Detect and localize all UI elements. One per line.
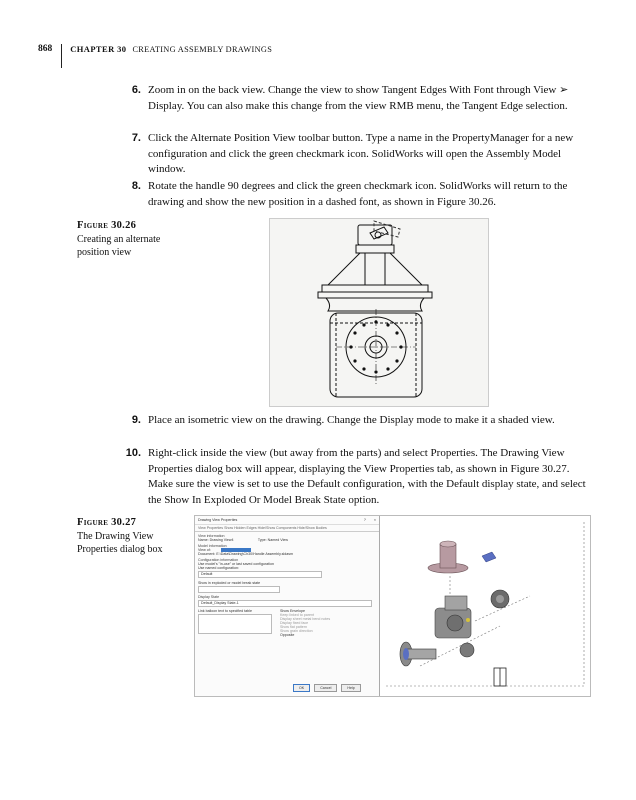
step-text: Right-click inside the view (but away from the parts) and select Properties. The Drawing View Properties dialog box will appear, displaying the View Properties tab, as shown in Figure 30.27. Make sure the view is set to use the Default configuration, with the Default display state, and select the Show In Exploded Or Model Break State option.	[148, 447, 586, 506]
figure-label: Figure 30.27	[77, 517, 137, 528]
view-information-label: View information	[198, 534, 225, 538]
check-keep-linked[interactable]: Keep linked to parent	[280, 613, 314, 617]
chapter-title: CREATING ASSEMBLY DRAWINGS	[132, 44, 273, 54]
ok-button[interactable]: OK	[293, 684, 310, 692]
drawing-view-properties-screenshot	[194, 515, 591, 697]
check-show-envelope[interactable]: Show Envelope	[280, 609, 305, 613]
step-number: 10.	[125, 447, 141, 459]
step-10	[117, 446, 587, 508]
step-9	[117, 413, 587, 429]
check-fixed-face[interactable]: Display fixed face	[280, 621, 309, 625]
step-text: Rotate the handle 90 degrees and click the green checkmark icon. SolidWorks will return to the drawing and show the new position in a dashed font, as shown in Figure 30.26.	[148, 180, 568, 208]
help-icon[interactable]: ?	[363, 518, 366, 522]
step-7	[117, 131, 587, 178]
model-information-label: Model information	[198, 544, 227, 548]
view-name: Name: Drawing View4	[198, 538, 234, 542]
help-button[interactable]: Help	[341, 684, 360, 692]
header-divider	[61, 44, 62, 68]
handle-drawing-svg	[270, 219, 488, 406]
figure-caption-30-26	[77, 219, 187, 260]
dialog-tabs[interactable]: View Properties Show Hidden Edges Hide/Show Components Hide/Show Bodies	[195, 525, 379, 532]
figure-caption-30-27	[77, 516, 187, 557]
step-6	[117, 83, 587, 114]
figure-caption-text: Creating an alternate position view	[77, 233, 161, 258]
view-type: Type: Named View	[257, 538, 288, 542]
step-8	[117, 179, 587, 210]
cancel-button[interactable]: Cancel	[314, 684, 337, 692]
link-balloon-option[interactable]: Link balloon text to specified table	[198, 609, 252, 613]
configuration-select[interactable]: Default	[198, 571, 322, 578]
dialog-title: Drawing View Properties	[198, 518, 238, 522]
display-state-label: Display State	[198, 595, 220, 599]
figure-label: Figure 30.26	[77, 220, 137, 231]
dialog-titlebar	[195, 516, 379, 525]
step-text: Click the Alternate Position View toolbar button. Type a name in the PropertyManager for a new configuration and click the green checkmark icon. SolidWorks will open the Assembly Model window.	[148, 132, 574, 175]
step-number: 6.	[131, 84, 141, 96]
step-number: 9.	[131, 414, 141, 426]
view-of-label: View of:	[198, 548, 211, 552]
chapter-label: CHAPTER 30	[70, 44, 127, 54]
balloon-table-box[interactable]	[198, 614, 272, 634]
check-opposite[interactable]: Opposite	[280, 633, 295, 637]
drawing-view-properties-dialog	[195, 516, 380, 696]
page-number: 868	[38, 44, 53, 54]
step-text: Zoom in on the back view. Change the view to show Tangent Edges With Font through View ➢ Display. You can also make this change from the view RMB menu, the Tangent Edge selection.	[148, 84, 569, 112]
running-header	[38, 37, 272, 61]
exploded-select[interactable]	[198, 586, 280, 593]
config-option-named[interactable]: Use named configuration:	[198, 566, 239, 570]
config-option-last-saved[interactable]: Use model's "in-use" or last saved configuration	[198, 562, 274, 566]
exploded-assembly-svg	[380, 516, 590, 696]
handle-part	[428, 541, 468, 573]
document-path: Document: E:\Data\Drawing\Ch30\Handle Assembly.sldasm	[198, 552, 294, 556]
alternate-position-drawing	[269, 218, 489, 407]
check-grain-direction[interactable]: Show grain direction	[280, 629, 313, 633]
step-number: 7.	[131, 132, 141, 144]
close-icon[interactable]: ×	[373, 518, 376, 522]
figure-caption-text: The Drawing View Properties dialog box	[77, 530, 163, 555]
display-state-select[interactable]: Default_Display State-1	[198, 600, 372, 607]
configuration-information-label: Configuration information	[198, 558, 239, 562]
show-exploded-checkbox[interactable]: Show in exploded or model break state	[198, 581, 261, 585]
check-bend-notes[interactable]: Display sheet metal bend notes	[280, 617, 331, 621]
step-number: 8.	[131, 180, 141, 192]
step-text: Place an isometric view on the drawing. Change the Display mode to make it a shaded view.	[148, 414, 555, 426]
check-flat-pattern[interactable]: Show flat pattern	[280, 625, 307, 629]
exploded-assembly-view	[380, 516, 590, 696]
